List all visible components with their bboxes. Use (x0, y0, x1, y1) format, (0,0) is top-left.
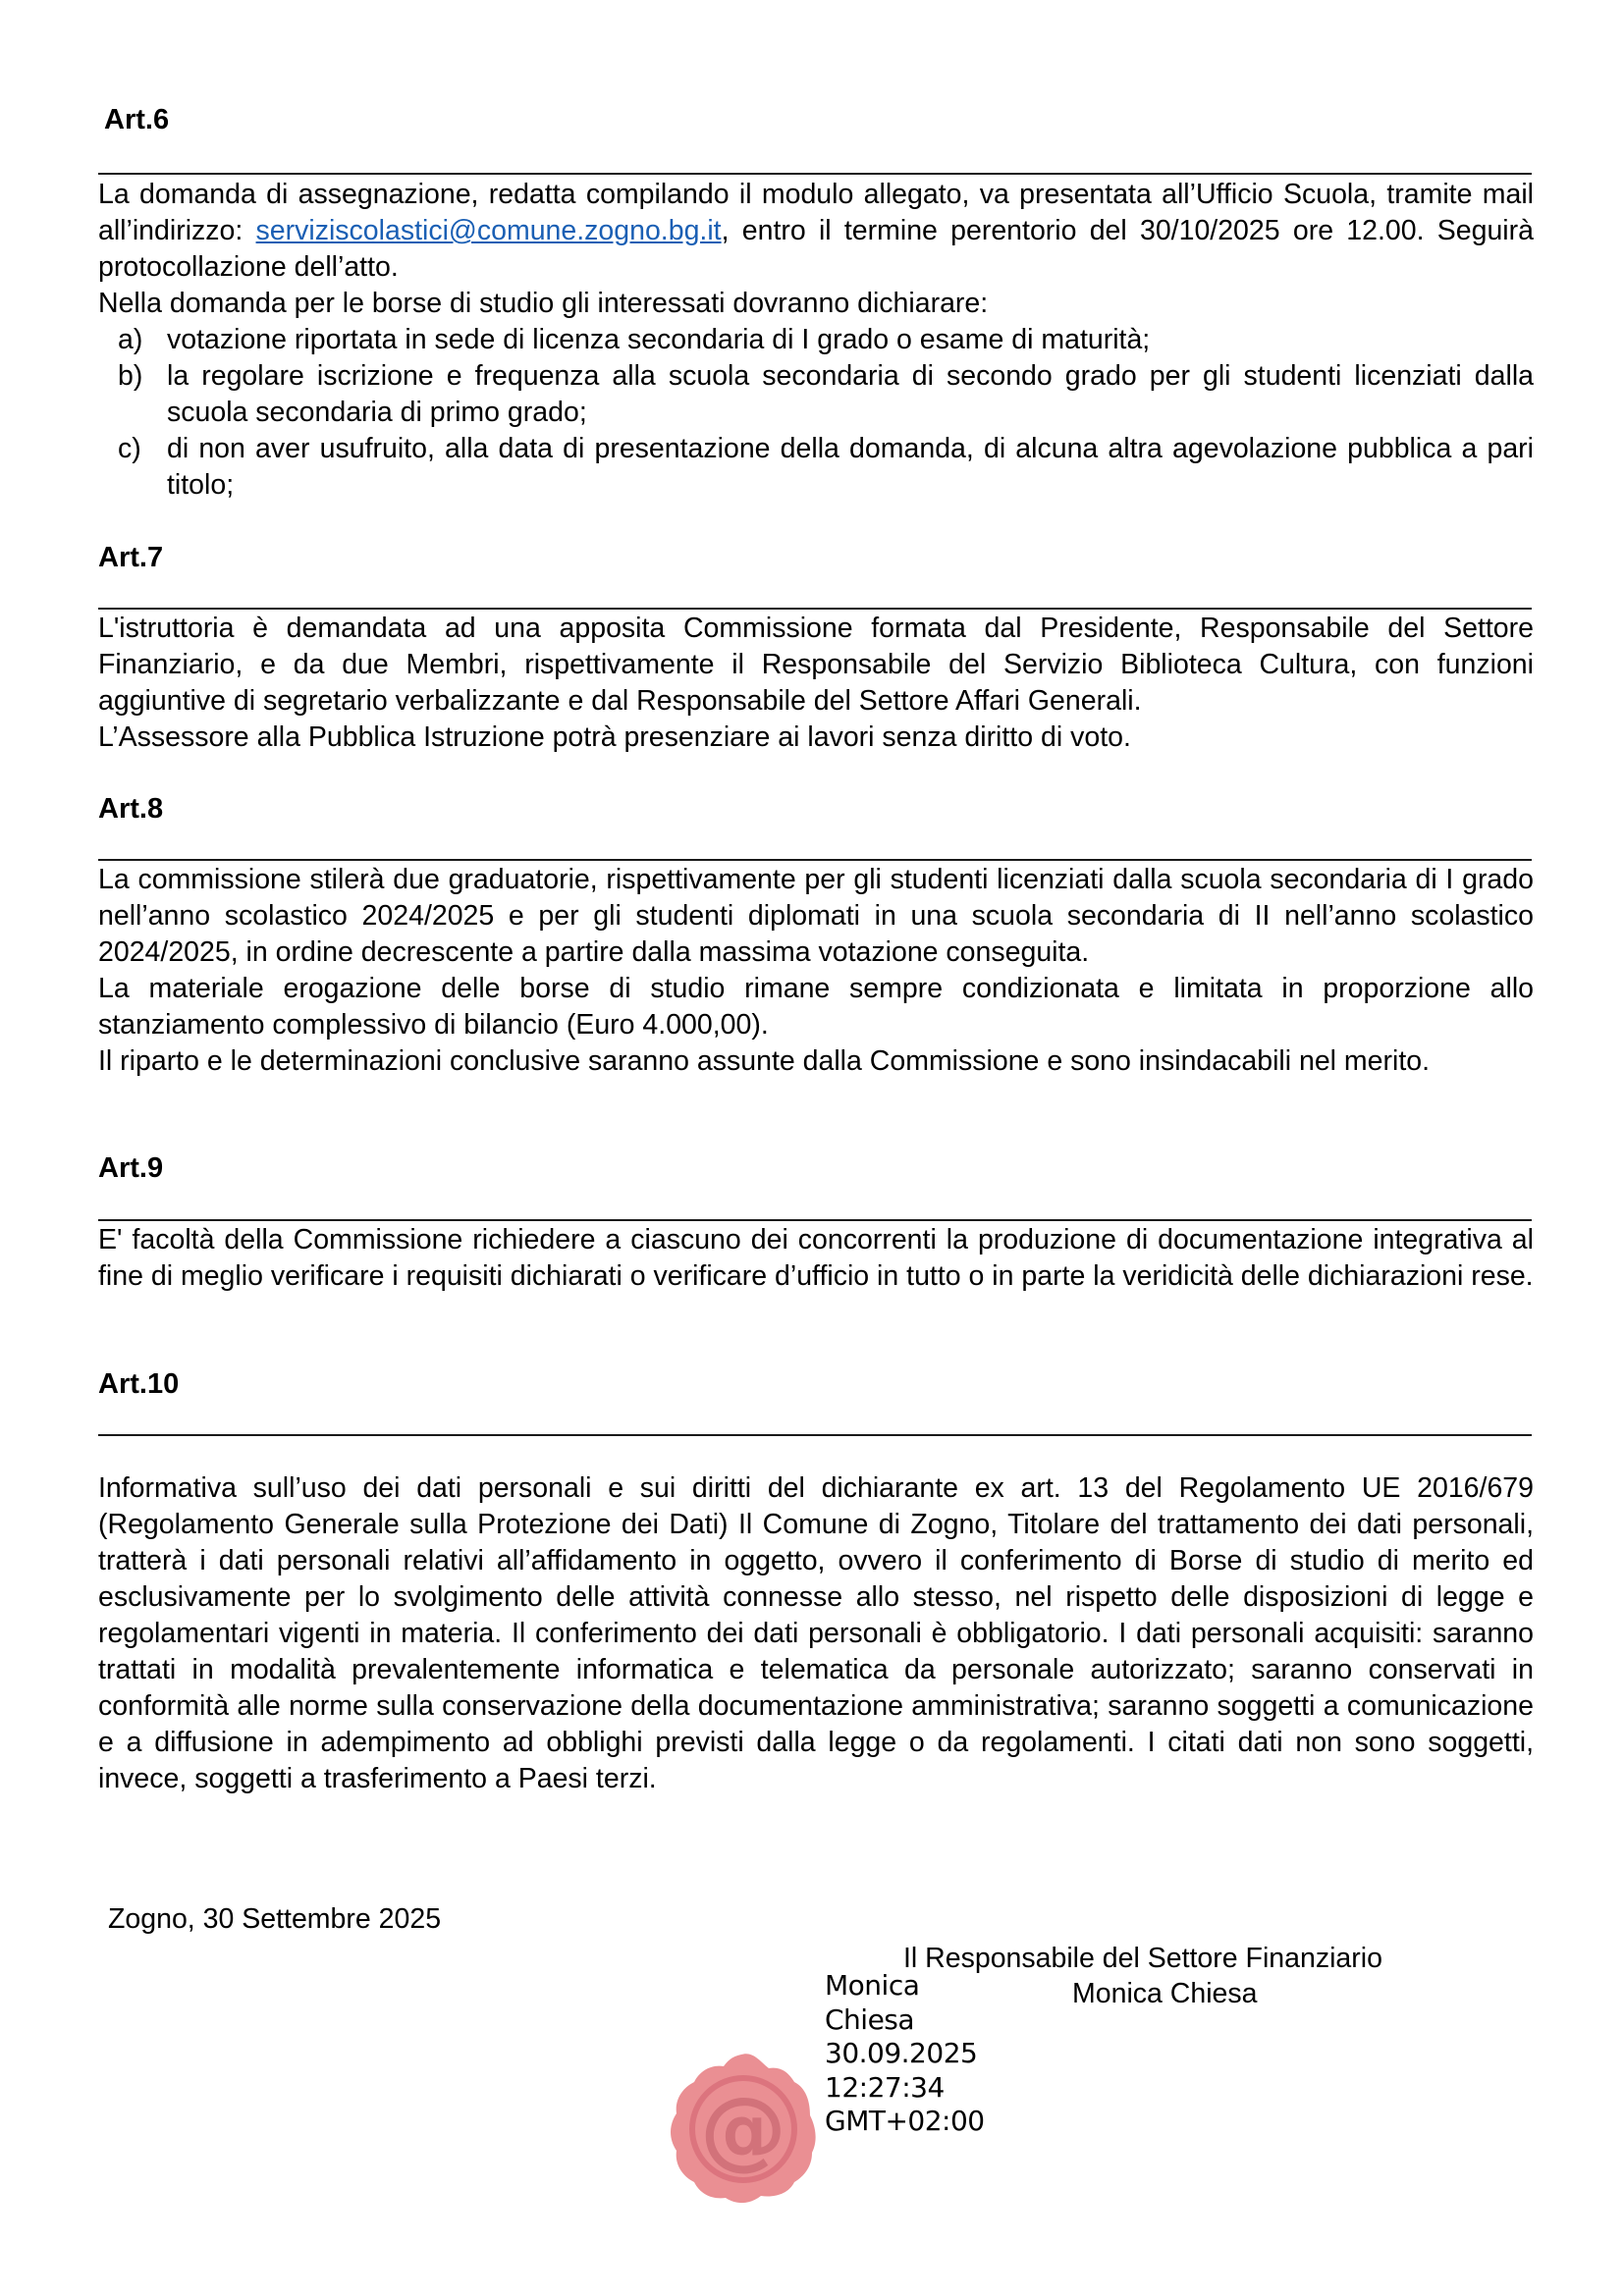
article-10-title: Art.10 (98, 1368, 180, 1400)
article-9-paragraph-1: E' facoltà della Commissione richiedere a ciascuno dei concorrenti la produzione di documentazione integrativa al fine di meglio verificare i requisiti dichiarati o verificare d’ufficio in tutto o in parte la veridicità delle dichiarazioni rese. (98, 1224, 1534, 1292)
article-6-body (98, 177, 1534, 504)
article-7-title: Art.7 (98, 542, 164, 573)
signer-name: Monica Chiesa (1072, 1978, 1258, 2009)
article-8-paragraph-3: Il riparto e le determinazioni conclusive saranno assunte dalla Commissione e sono insindacabili nel merito. (98, 1045, 1431, 1077)
article-6-paragraph-2: Nella domanda per le borse di studio gli interessati dovranno dichiarare: (98, 288, 989, 319)
signature-date: 30.09.2025 (825, 2037, 978, 2069)
article-8-paragraph-2: La materiale erogazione delle borse di studio rimane sempre condizionata e limitata in proporzione allo stanziamento complessivo di bilancio (Euro 4.000,00). (98, 973, 1534, 1041)
list-item: c) di non aver usufruito, alla data di presentazione della domanda, di alcuna altra agevolazione pubblica a pari titolo; (118, 433, 1534, 501)
article-8-body (98, 862, 1534, 1080)
article-10-paragraph-1: Informativa sull’uso dei dati personali e sui diritti del dichiarante ex art. 13 del Regolamento UE 2016/679 (Regolamento Generale sulla Protezione dei Dati) Il Comune di Zogno, Titolare del trattamento dei dati personali, tratterà i dati personali relativi all’affidamento in oggetto, ovvero il conferimento di Borse di studio di merito ed esclusivamente per lo svolgimento delle attività connesse allo stesso, nel rispetto delle disposizioni di legge e regolamentari vigenti in materia. Il conferimento dei dati personali è obbligatorio. I dati personali acquisiti: saranno trattati in modalità prevalentemente informatica e telematica da personale autorizzato; saranno conservati in conformità alle norme sulla conservazione della documentazione amministrativa; saranno soggetti a comunicazione e a diffusione in adempimento ad obblighi previsti dalla legge o da regolamenti. I citati dati non sono soggetti, invece, soggetti a trasferimento a Paesi terzi. (98, 1472, 1534, 1794)
list-item: b) la regolare iscrizione e frequenza alla scuola secondaria di secondo grado per gli studenti licenziati dalla scuola secondaria di primo grado; (118, 360, 1534, 428)
place-and-date: Zogno, 30 Settembre 2025 (108, 1903, 442, 1935)
article-7-body (98, 611, 1534, 756)
list-item: a) votazione riportata in sede di licenza secondaria di I grado o esame di maturità; (118, 324, 1151, 355)
article-9-title: Art.9 (98, 1152, 164, 1184)
svg-text:@: @ (700, 2078, 786, 2179)
article-10-rule (98, 1434, 1532, 1436)
article-8-title: Art.8 (98, 793, 164, 825)
article-6-title: Art.6 (104, 104, 170, 135)
signature-line: Chiesa (825, 2002, 915, 2036)
digital-signature-text (825, 1969, 985, 2139)
article-9-rule (98, 1219, 1532, 1221)
article-9-body (98, 1222, 1534, 1295)
article-6-rule (98, 173, 1532, 175)
article-8-rule (98, 859, 1532, 861)
article-6-paragraph-1: La domanda di assegnazione, redatta compilando il modulo allegato, va presentata all’Ufficio Scuola, tramite mail all’indirizzo: serviziscolastici@comune.zogno.bg.it, entro il termine perentorio del 30/10/2025 ore 12.00. Seguirà protocollazione dell’atto. (98, 179, 1534, 283)
article-10-body (98, 1470, 1534, 1797)
email-link[interactable]: serviziscolastici@comune.zogno.bg.it (255, 215, 722, 246)
signer-role: Il Responsabile del Settore Finanziario (903, 1943, 1382, 1974)
wax-seal-at-icon (663, 2047, 825, 2209)
signature-line: Monica (825, 1969, 920, 2002)
signature-time: 12:27:34 (825, 2070, 945, 2104)
signature-timezone: GMT+02:00 (825, 2105, 985, 2137)
article-7-paragraph-2: L’Assessore alla Pubblica Istruzione potrà presenziare ai lavori senza diritto di voto. (98, 721, 1131, 753)
article-8-paragraph-1: La commissione stilerà due graduatorie, rispettivamente per gli studenti licenziati dalla scuola secondaria di I grado nell’anno scolastico 2024/2025 e per gli studenti diplomati in una scuola secondaria di II nell’anno scolastico 2024/2025, in ordine decrescente a partire dalla massima votazione conseguita. (98, 864, 1534, 968)
declaration-list (98, 322, 1534, 504)
article-7-rule (98, 608, 1532, 610)
article-7-paragraph-1: L'istruttoria è demandata ad una apposita Commissione formata dal Presidente, Responsabile del Settore Finanziario, e da due Membri, rispettivamente il Responsabile del Servizio Biblioteca Cultura, con funzioni aggiuntive di segretario verbalizzante e dal Responsabile del Settore Affari Generali. (98, 613, 1534, 717)
